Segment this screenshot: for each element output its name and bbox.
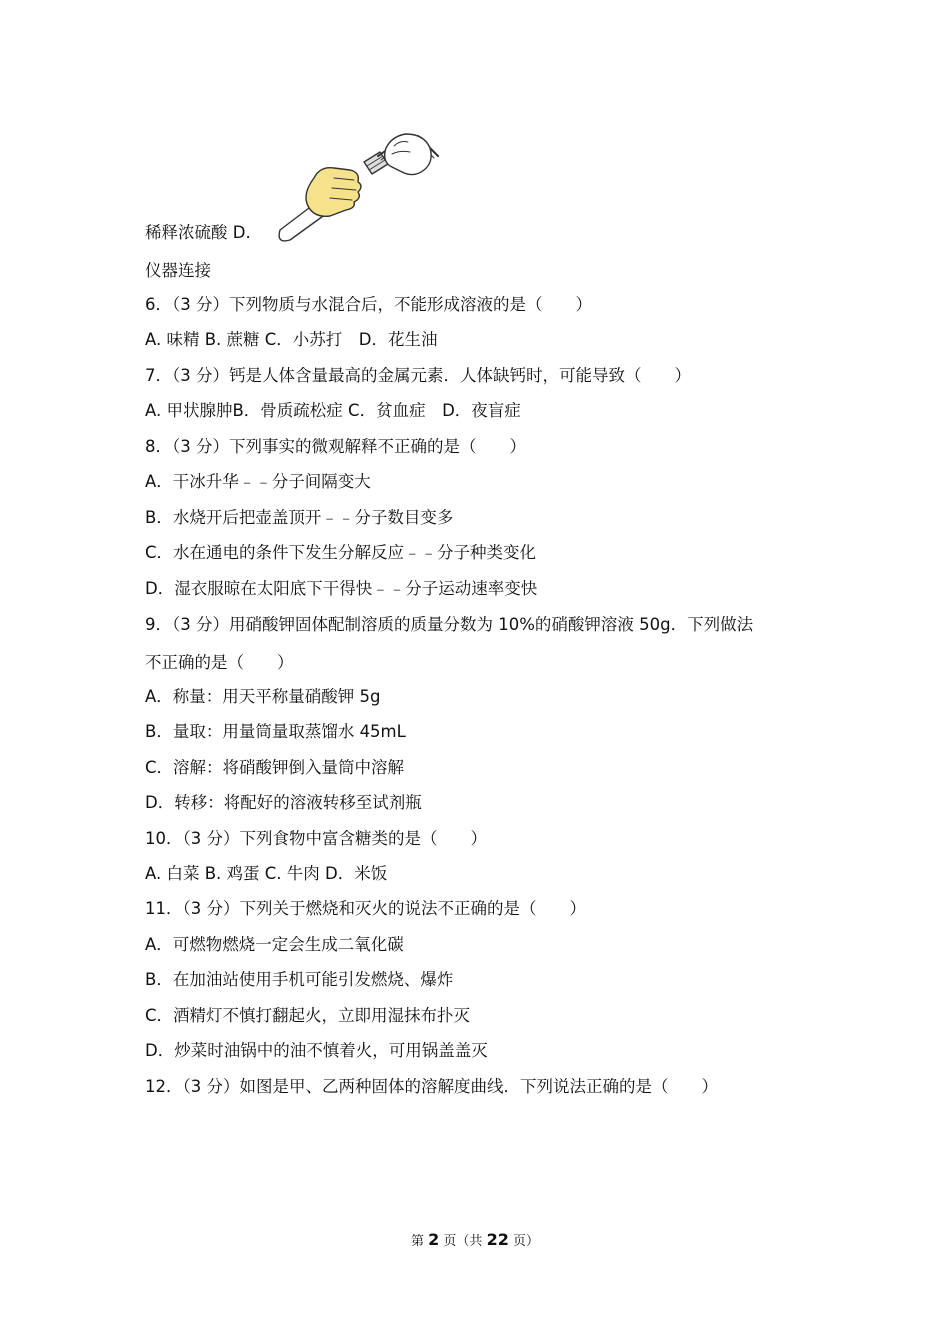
page-footer: [0, 1230, 950, 1249]
question-line: 6．（3 分）下列物质与水混合后，不能形成溶液的是（ ）: [145, 295, 592, 314]
footer-mid: 页（共: [443, 1234, 483, 1249]
question-line: A. 甲状腺肿B．骨质疏松症 C．贫血症 D．夜盲症: [145, 401, 521, 420]
footer-total-pages: 22: [486, 1230, 509, 1249]
question-line: C．水在通电的条件下发生分解反应﹣﹣分子种类变化: [145, 543, 537, 562]
footer-page-number: 2: [428, 1230, 440, 1249]
question-line: C．溶解：将硝酸钾倒入量筒中溶解: [145, 758, 405, 777]
question-line: D．转移：将配好的溶液转移至试剂瓶: [145, 793, 422, 812]
question-line: D．炒菜时油锅中的油不慎着火，可用锅盖盖灭: [145, 1041, 488, 1060]
question-line: B．量取：用量筒量取蒸馏水 45mL: [145, 722, 406, 741]
prev-option-c-text: 稀释浓硫酸: [145, 223, 228, 242]
question-line: 12．（3 分）如图是甲、乙两种固体的溶解度曲线．下列说法正确的是（ ）: [145, 1077, 718, 1096]
question-line: B．水烧开后把壶盖顶开﹣﹣分子数目变多: [145, 508, 454, 527]
question-line: 10．（3 分）下列食物中富含糖类的是（ ）: [145, 829, 487, 848]
question-line: 7．（3 分）钙是人体含量最高的金属元素．人体缺钙时，可能导致（ ）: [145, 366, 691, 385]
prev-option-d-label: D.: [232, 223, 251, 242]
question-line: A. 白菜 B. 鸡蛋 C. 牛肉 D．米饭: [145, 864, 388, 883]
question-line: 不正确的是（ ）: [145, 653, 294, 672]
question-line: B．在加油站使用手机可能引发燃烧、爆炸: [145, 970, 454, 989]
question-line: 11．（3 分）下列关于燃烧和灭火的说法不正确的是（ ）: [145, 899, 586, 918]
instrument-connection-illustration: [268, 126, 444, 242]
question-line: A．干冰升华﹣﹣分子间隔变大: [145, 472, 371, 491]
question-line: A．可燃物燃烧一定会生成二氧化碳: [145, 935, 404, 954]
footer-post: 页）: [512, 1234, 539, 1249]
footer-pre: 第: [410, 1234, 424, 1249]
question-line: 8．（3 分）下列事实的微观解释不正确的是（ ）: [145, 437, 526, 456]
question-line: A．称量：用天平称量硝酸钾 5g: [145, 687, 381, 706]
question-line: 9．（3 分）用硝酸钾固体配制溶质的质量分数为 10%的硝酸钾溶液 50g．下列做法: [145, 615, 754, 634]
prev-option-c-d-line: [145, 222, 251, 244]
question-line: C．酒精灯不慎打翻起火，立即用湿抹布扑灭: [145, 1006, 471, 1025]
question-line: A. 味精 B. 蔗糖 C．小苏打 D．花生油: [145, 330, 438, 349]
prev-option-d-text: 仪器连接: [145, 261, 211, 280]
question-line: D．湿衣服晾在太阳底下干得快﹣﹣分子运动速率变快: [145, 579, 538, 598]
